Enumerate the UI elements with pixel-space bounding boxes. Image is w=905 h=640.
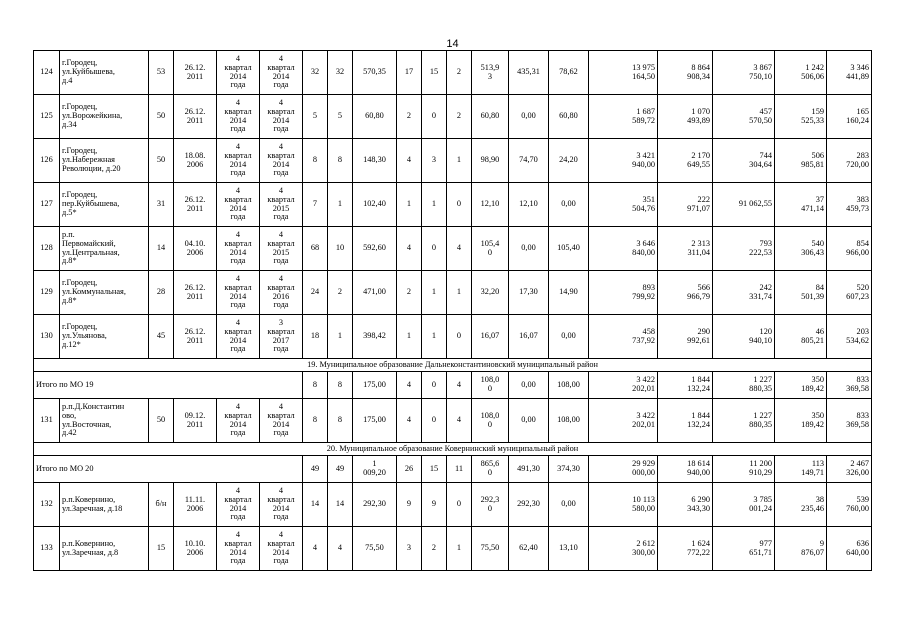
cell-number: 126 <box>34 139 60 183</box>
cell-area-total: 75,50 <box>472 527 509 571</box>
cell-cost-region: 120 940,10 <box>713 315 775 359</box>
cell-date: 11.11. 2006 <box>174 483 217 527</box>
cell-plan-date: 4 квартал 2014 года <box>217 139 260 183</box>
section-header-row <box>34 359 872 372</box>
cell-cost-fund: 1 624 772,22 <box>658 527 713 571</box>
cell-cost-local: 350 189,42 <box>775 399 827 443</box>
cell-area-private: 0,00 <box>509 95 549 139</box>
cell-cost-total: 29 929 000,00 <box>589 456 658 483</box>
cell-persons-total: 8 <box>303 399 328 443</box>
cell-area: 102,40 <box>353 183 397 227</box>
cell-premises-private: 0 <box>422 372 447 399</box>
cell-area-total: 108,0 0 <box>472 399 509 443</box>
cell-plan-date: 4 квартал 2014 года <box>217 483 260 527</box>
cell-cost-total: 13 975 164,50 <box>589 51 658 95</box>
cell-cost-region: 3 867 750,10 <box>713 51 775 95</box>
cell-area-total: 98,90 <box>472 139 509 183</box>
total-row <box>34 372 872 399</box>
cell-area-private: 16,07 <box>509 315 549 359</box>
cell-persons-total: 49 <box>303 456 328 483</box>
cell-cost-region: 977 651,71 <box>713 527 775 571</box>
cell-cost-total: 10 113 580,00 <box>589 483 658 527</box>
cell-area-private: 74,70 <box>509 139 549 183</box>
cell-number: 130 <box>34 315 60 359</box>
cell-cost-other: 636 640,00 <box>827 527 872 571</box>
cell-number: 129 <box>34 271 60 315</box>
cell-premises-municipal: 2 <box>447 95 472 139</box>
cell-cost-total: 3 646 840,00 <box>589 227 658 271</box>
cell-area-private: 17,30 <box>509 271 549 315</box>
cell-area-municipal: 0,00 <box>549 483 589 527</box>
cell-persons-resettled: 8 <box>328 139 353 183</box>
cell-fact-date: 4 квартал 2014 года <box>260 483 303 527</box>
cell-area: 175,00 <box>353 399 397 443</box>
cell-cost-local: 84 501,39 <box>775 271 827 315</box>
cell-cost-region: 457 570,50 <box>713 95 775 139</box>
cell-area: 570,35 <box>353 51 397 95</box>
cell-persons-total: 7 <box>303 183 328 227</box>
cell-cost-fund: 1 844 132,24 <box>658 399 713 443</box>
cell-premises-municipal: 4 <box>447 399 472 443</box>
cell-premises-private: 15 <box>422 456 447 483</box>
cell-premises-municipal: 0 <box>447 183 472 227</box>
cell-cost-other: 833 369,58 <box>827 399 872 443</box>
cell-persons-resettled: 32 <box>328 51 353 95</box>
cell-cost-region: 744 304,64 <box>713 139 775 183</box>
cell-cost-total: 3 422 202,01 <box>589 399 658 443</box>
cell-premises-municipal: 4 <box>447 372 472 399</box>
cell-plan-date: 4 квартал 2014 года <box>217 315 260 359</box>
cell-date: 26.12. 2011 <box>174 51 217 95</box>
cell-persons-total: 5 <box>303 95 328 139</box>
cell-cost-region: 242 331,74 <box>713 271 775 315</box>
cell-cost-fund: 6 290 343,30 <box>658 483 713 527</box>
cell-cost-other: 203 534,62 <box>827 315 872 359</box>
cell-cost-region: 91 062,55 <box>713 183 775 227</box>
cell-number: 132 <box>34 483 60 527</box>
section-title: 19. Муниципальное образование Дальнеконстантиновский муниципальный район <box>34 359 872 372</box>
cell-cost-region: 11 200 910,29 <box>713 456 775 483</box>
cell-cost-other: 3 346 441,89 <box>827 51 872 95</box>
cell-persons-resettled: 10 <box>328 227 353 271</box>
cell-area-total: 513,9 3 <box>472 51 509 95</box>
cell-fact-date: 4 квартал 2015 года <box>260 227 303 271</box>
cell-number: 131 <box>34 399 60 443</box>
cell-persons-total: 4 <box>303 527 328 571</box>
cell-plan-date: 4 квартал 2014 года <box>217 51 260 95</box>
cell-area-private: 0,00 <box>509 372 549 399</box>
cell-premises-private: 1 <box>422 315 447 359</box>
cell-premises-private: 0 <box>422 227 447 271</box>
cell-area: 1 009,20 <box>353 456 397 483</box>
cell-plan-date: 4 квартал 2014 года <box>217 399 260 443</box>
cell-area: 60,80 <box>353 95 397 139</box>
total-row <box>34 456 872 483</box>
cell-cost-fund: 566 966,79 <box>658 271 713 315</box>
cell-persons-total: 18 <box>303 315 328 359</box>
cell-persons-total: 24 <box>303 271 328 315</box>
cell-date: 26.12. 2011 <box>174 95 217 139</box>
cell-address: г.Городец, ул.Ульянова, д.12* <box>60 315 149 359</box>
cell-address: г.Городец, пер.Куйбышева, д.5* <box>60 183 149 227</box>
cell-area-municipal: 105,40 <box>549 227 589 271</box>
cell-persons-total: 14 <box>303 483 328 527</box>
cell-area-total: 105,4 0 <box>472 227 509 271</box>
cell-cost-total: 3 422 202,01 <box>589 372 658 399</box>
cell-area: 148,30 <box>353 139 397 183</box>
cell-address: г.Городец, ул.Коммунальная, д.8* <box>60 271 149 315</box>
table-row <box>34 399 872 443</box>
table-row <box>34 483 872 527</box>
cell-persons-resettled: 8 <box>328 372 353 399</box>
cell-year: 31 <box>149 183 174 227</box>
cell-premises-private: 15 <box>422 51 447 95</box>
cell-area-municipal: 13,10 <box>549 527 589 571</box>
cell-cost-local: 350 189,42 <box>775 372 827 399</box>
cell-premises-total: 3 <box>397 527 422 571</box>
cell-premises-total: 4 <box>397 227 422 271</box>
cell-address: р.п.Д.Константин ово, ул.Восточная, д.42 <box>60 399 149 443</box>
cell-plan-date: 4 квартал 2014 года <box>217 183 260 227</box>
cell-area-private: 12,10 <box>509 183 549 227</box>
cell-cost-other: 2 467 326,00 <box>827 456 872 483</box>
cell-area-municipal: 108,00 <box>549 372 589 399</box>
cell-premises-private: 0 <box>422 399 447 443</box>
cell-persons-resettled: 8 <box>328 399 353 443</box>
cell-date: 26.12. 2011 <box>174 315 217 359</box>
cell-cost-other: 520 607,23 <box>827 271 872 315</box>
cell-cost-region: 1 227 880,35 <box>713 372 775 399</box>
cell-cost-local: 9 876,07 <box>775 527 827 571</box>
cell-premises-total: 9 <box>397 483 422 527</box>
cell-cost-fund: 290 992,61 <box>658 315 713 359</box>
cell-cost-fund: 2 170 649,55 <box>658 139 713 183</box>
cell-premises-total: 17 <box>397 51 422 95</box>
cell-year: 45 <box>149 315 174 359</box>
cell-date: 09.12. 2011 <box>174 399 217 443</box>
table-row <box>34 527 872 571</box>
cell-cost-region: 793 222,53 <box>713 227 775 271</box>
cell-persons-total: 8 <box>303 372 328 399</box>
cell-area-private: 0,00 <box>509 399 549 443</box>
cell-area: 175,00 <box>353 372 397 399</box>
cell-area-municipal: 0,00 <box>549 315 589 359</box>
cell-premises-total: 26 <box>397 456 422 483</box>
cell-premises-private: 2 <box>422 527 447 571</box>
cell-persons-resettled: 2 <box>328 271 353 315</box>
cell-fact-date: 4 квартал 2014 года <box>260 399 303 443</box>
cell-number: 133 <box>34 527 60 571</box>
cell-cost-other: 539 760,00 <box>827 483 872 527</box>
cell-cost-local: 46 805,21 <box>775 315 827 359</box>
cell-year: 53 <box>149 51 174 95</box>
cell-cost-other: 383 459,73 <box>827 183 872 227</box>
cell-date: 10.10. 2006 <box>174 527 217 571</box>
table-body <box>34 51 872 571</box>
cell-persons-total: 8 <box>303 139 328 183</box>
cell-cost-fund: 1 844 132,24 <box>658 372 713 399</box>
resettlement-table <box>33 50 872 571</box>
cell-premises-private: 3 <box>422 139 447 183</box>
cell-date: 18.08. 2006 <box>174 139 217 183</box>
cell-year: б/н <box>149 483 174 527</box>
section-header-row <box>34 443 872 456</box>
cell-cost-fund: 18 614 940,00 <box>658 456 713 483</box>
cell-cost-other: 833 369,58 <box>827 372 872 399</box>
cell-cost-total: 458 737,92 <box>589 315 658 359</box>
cell-address: г.Городец, ул.Ворожейкина, д.34 <box>60 95 149 139</box>
cell-premises-total: 4 <box>397 372 422 399</box>
cell-fact-date: 4 квартал 2016 года <box>260 271 303 315</box>
table-row <box>34 139 872 183</box>
cell-cost-local: 1 242 506,06 <box>775 51 827 95</box>
cell-persons-resettled: 1 <box>328 183 353 227</box>
cell-address: р.п.Ковернино, ул.Заречная, д.18 <box>60 483 149 527</box>
cell-cost-total: 1 687 589,72 <box>589 95 658 139</box>
cell-persons-total: 68 <box>303 227 328 271</box>
cell-fact-date: 4 квартал 2014 года <box>260 51 303 95</box>
cell-fact-date: 4 квартал 2014 года <box>260 139 303 183</box>
cell-persons-resettled: 5 <box>328 95 353 139</box>
cell-cost-total: 893 799,92 <box>589 271 658 315</box>
cell-premises-total: 1 <box>397 183 422 227</box>
cell-plan-date: 4 квартал 2014 года <box>217 95 260 139</box>
cell-area-private: 435,31 <box>509 51 549 95</box>
cell-premises-municipal: 2 <box>447 51 472 95</box>
table-row <box>34 183 872 227</box>
cell-area-total: 32,20 <box>472 271 509 315</box>
total-label: Итого по МО 19 <box>34 372 303 399</box>
cell-fact-date: 4 квартал 2014 года <box>260 527 303 571</box>
cell-area-municipal: 60,80 <box>549 95 589 139</box>
cell-area-municipal: 14,90 <box>549 271 589 315</box>
cell-number: 125 <box>34 95 60 139</box>
cell-area-total: 60,80 <box>472 95 509 139</box>
cell-premises-total: 2 <box>397 271 422 315</box>
cell-fact-date: 4 квартал 2015 года <box>260 183 303 227</box>
cell-premises-private: 1 <box>422 271 447 315</box>
cell-cost-local: 37 471,14 <box>775 183 827 227</box>
cell-cost-region: 3 785 001,24 <box>713 483 775 527</box>
cell-area-municipal: 108,00 <box>549 399 589 443</box>
cell-premises-total: 2 <box>397 95 422 139</box>
table-row <box>34 227 872 271</box>
cell-premises-municipal: 11 <box>447 456 472 483</box>
cell-plan-date: 4 квартал 2014 года <box>217 271 260 315</box>
cell-year: 14 <box>149 227 174 271</box>
cell-cost-other: 165 160,24 <box>827 95 872 139</box>
cell-area-total: 865,6 0 <box>472 456 509 483</box>
cell-address: г.Городец, ул.Набережная Революции, д.20 <box>60 139 149 183</box>
table-row <box>34 315 872 359</box>
cell-cost-local: 38 235,46 <box>775 483 827 527</box>
cell-plan-date: 4 квартал 2014 года <box>217 527 260 571</box>
cell-persons-resettled: 1 <box>328 315 353 359</box>
cell-area-total: 292,3 0 <box>472 483 509 527</box>
cell-area-total: 16,07 <box>472 315 509 359</box>
cell-cost-fund: 222 971,07 <box>658 183 713 227</box>
cell-premises-total: 4 <box>397 399 422 443</box>
cell-area: 398,42 <box>353 315 397 359</box>
cell-fact-date: 4 квартал 2014 года <box>260 95 303 139</box>
cell-area: 75,50 <box>353 527 397 571</box>
cell-cost-total: 2 612 300,00 <box>589 527 658 571</box>
cell-premises-private: 1 <box>422 183 447 227</box>
cell-area-private: 491,30 <box>509 456 549 483</box>
cell-number: 128 <box>34 227 60 271</box>
cell-cost-other: 283 720,00 <box>827 139 872 183</box>
cell-premises-private: 0 <box>422 95 447 139</box>
cell-year: 50 <box>149 95 174 139</box>
cell-premises-municipal: 0 <box>447 483 472 527</box>
table-row <box>34 51 872 95</box>
cell-cost-local: 506 985,81 <box>775 139 827 183</box>
cell-number: 124 <box>34 51 60 95</box>
cell-year: 28 <box>149 271 174 315</box>
cell-fact-date: 3 квартал 2017 года <box>260 315 303 359</box>
cell-cost-other: 854 966,00 <box>827 227 872 271</box>
cell-date: 26.12. 2011 <box>174 271 217 315</box>
cell-area-municipal: 78,62 <box>549 51 589 95</box>
total-label: Итого по МО 20 <box>34 456 303 483</box>
cell-cost-region: 1 227 880,35 <box>713 399 775 443</box>
cell-address: г.Городец, ул.Куйбышева, д.4 <box>60 51 149 95</box>
cell-persons-total: 32 <box>303 51 328 95</box>
cell-premises-municipal: 1 <box>447 527 472 571</box>
cell-cost-fund: 1 070 493,89 <box>658 95 713 139</box>
cell-area-private: 0,00 <box>509 227 549 271</box>
cell-area: 592,60 <box>353 227 397 271</box>
page-number: 14 <box>446 38 459 50</box>
cell-area-total: 108,0 0 <box>472 372 509 399</box>
cell-premises-municipal: 1 <box>447 271 472 315</box>
cell-area: 471,00 <box>353 271 397 315</box>
section-title: 20. Муниципальное образование Ковернинский муниципальный район <box>34 443 872 456</box>
cell-persons-resettled: 14 <box>328 483 353 527</box>
cell-cost-fund: 2 313 311,04 <box>658 227 713 271</box>
table-row <box>34 95 872 139</box>
cell-number: 127 <box>34 183 60 227</box>
cell-date: 26.12. 2011 <box>174 183 217 227</box>
cell-persons-resettled: 49 <box>328 456 353 483</box>
cell-address: р.п.Ковернино, ул.Заречная, д.8 <box>60 527 149 571</box>
cell-area-municipal: 0,00 <box>549 183 589 227</box>
cell-area-private: 62,40 <box>509 527 549 571</box>
cell-premises-private: 9 <box>422 483 447 527</box>
cell-cost-local: 159 525,33 <box>775 95 827 139</box>
cell-persons-resettled: 4 <box>328 527 353 571</box>
cell-premises-total: 1 <box>397 315 422 359</box>
cell-premises-municipal: 1 <box>447 139 472 183</box>
cell-premises-municipal: 0 <box>447 315 472 359</box>
cell-year: 15 <box>149 527 174 571</box>
cell-year: 50 <box>149 139 174 183</box>
cell-area-municipal: 24,20 <box>549 139 589 183</box>
cell-premises-total: 4 <box>397 139 422 183</box>
table-row <box>34 271 872 315</box>
cell-year: 50 <box>149 399 174 443</box>
cell-cost-local: 540 306,43 <box>775 227 827 271</box>
cell-cost-total: 351 504,76 <box>589 183 658 227</box>
cell-cost-local: 113 149,71 <box>775 456 827 483</box>
cell-address: р.п. Первомайский, ул.Центральная, д.8* <box>60 227 149 271</box>
cell-cost-fund: 8 864 908,34 <box>658 51 713 95</box>
cell-date: 04.10. 2006 <box>174 227 217 271</box>
cell-premises-municipal: 4 <box>447 227 472 271</box>
cell-area-private: 292,30 <box>509 483 549 527</box>
cell-cost-total: 3 421 940,00 <box>589 139 658 183</box>
cell-plan-date: 4 квартал 2014 года <box>217 227 260 271</box>
cell-area: 292,30 <box>353 483 397 527</box>
cell-area-municipal: 374,30 <box>549 456 589 483</box>
cell-area-total: 12,10 <box>472 183 509 227</box>
